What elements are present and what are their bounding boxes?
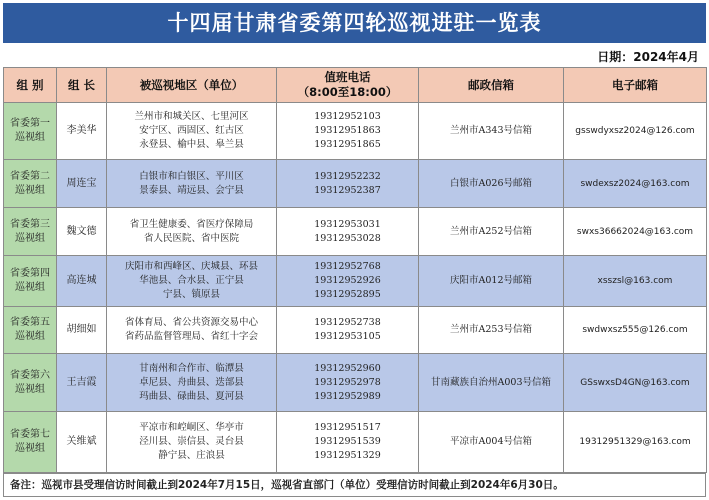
phone-number: 19312953105 — [314, 331, 381, 342]
phone-cell — [277, 208, 419, 256]
group-cell — [4, 412, 57, 473]
header-area: 被巡视地区（单位） — [107, 68, 277, 103]
postbox-cell: 白银市A026号邮箱 — [419, 160, 564, 208]
email-cell: swdwxsz555@126.com — [564, 307, 707, 354]
group-name-line: 省委第三 — [10, 218, 50, 230]
phone-number: 19312951517 — [314, 422, 381, 433]
group-name-line: 巡视组 — [15, 383, 45, 395]
table-row — [4, 160, 707, 208]
phone-number: 19312953028 — [314, 232, 381, 244]
area-cell — [107, 354, 277, 412]
phone-number: 19312952960 — [314, 362, 381, 374]
phone-number: 19312952387 — [314, 184, 381, 196]
phone-cell — [277, 354, 419, 412]
group-name-line: 省委第五 — [10, 317, 50, 328]
postbox-cell: 兰州市A252号信箱 — [419, 208, 564, 256]
area-line: 卓尼县、舟曲县、迭部县 — [139, 376, 244, 388]
area-line: 静宁县、庄浪县 — [158, 450, 225, 461]
header-group: 组 别 — [4, 68, 57, 103]
area-cell — [107, 256, 277, 307]
area-line: 永登县、榆中县、皋兰县 — [139, 139, 244, 150]
header-phone-line1: 值班电话 — [324, 70, 371, 84]
table-body — [4, 103, 707, 473]
area-line: 省体育局、省公共资源交易中心 — [124, 317, 258, 328]
email-cell: swdexsz2024@163.com — [564, 160, 707, 208]
inspection-table — [3, 67, 707, 473]
area-cell — [107, 208, 277, 256]
table-row — [4, 354, 707, 412]
phone-cell — [277, 103, 419, 160]
phone-number: 19312952768 — [314, 261, 381, 272]
group-name-line: 省委第二 — [10, 170, 50, 182]
group-name-line: 省委第六 — [10, 369, 50, 381]
phone-number: 19312951863 — [314, 125, 381, 136]
phone-number: 19312952103 — [314, 111, 381, 122]
group-name-line: 省委第一 — [10, 118, 50, 129]
area-line: 宁县、镇原县 — [162, 289, 220, 300]
phone-number: 19312951329 — [314, 450, 381, 461]
area-cell — [107, 103, 277, 160]
group-name-line: 巡视组 — [15, 282, 45, 293]
header-row — [4, 68, 707, 103]
leader-cell: 胡细如 — [57, 307, 107, 354]
area-line: 省卫生健康委、省医疗保障局 — [129, 218, 254, 230]
phone-number: 19312952989 — [314, 390, 381, 402]
group-cell — [4, 103, 57, 160]
leader-cell: 王吉霞 — [57, 354, 107, 412]
phone-cell — [277, 412, 419, 473]
area-line: 省人民医院、省中医院 — [143, 232, 239, 244]
group-name-line: 巡视组 — [15, 331, 45, 342]
area-line: 甘南州和合作市、临潭县 — [139, 362, 244, 374]
postbox-cell: 兰州市A253号信箱 — [419, 307, 564, 354]
group-cell — [4, 160, 57, 208]
footnote: 备注：巡视市县受理信访时间截止到2024年7月15日，巡视省直部门（单位）受理信访时间截止到2024年6月30日。 — [3, 473, 706, 497]
phone-cell — [277, 160, 419, 208]
email-cell: xsszsl@163.com — [564, 256, 707, 307]
area-line: 景泰县、靖远县、会宁县 — [139, 184, 244, 196]
postbox-cell: 甘南藏族自治州A003号信箱 — [419, 354, 564, 412]
date-label: 日期：2024年4月 — [597, 50, 699, 64]
email-cell: 19312951329@163.com — [564, 412, 707, 473]
group-cell — [4, 256, 57, 307]
group-cell — [4, 354, 57, 412]
area-line: 华池县、合水县、正宁县 — [139, 275, 244, 286]
phone-number: 19312951865 — [314, 139, 381, 150]
group-name-line: 巡视组 — [15, 443, 45, 454]
area-line: 平凉市和崆峒区、华亭市 — [139, 422, 244, 433]
phone-number: 19312952232 — [314, 170, 381, 182]
table-row — [4, 208, 707, 256]
group-name-line: 巡视组 — [15, 184, 45, 196]
phone-number: 19312953031 — [314, 218, 381, 230]
group-name-line: 巡视组 — [15, 232, 45, 244]
leader-cell: 关维斌 — [57, 412, 107, 473]
area-line: 省药品监督管理局、省红十字会 — [124, 331, 258, 342]
group-name-line: 巡视组 — [15, 132, 45, 143]
area-line: 兰州市和城关区、七里河区 — [134, 111, 249, 122]
area-line: 庆阳市和西峰区、庆城县、环县 — [124, 261, 258, 272]
email-cell: gsswdyxsz2024@126.com — [564, 103, 707, 160]
group-name-line: 省委第四 — [10, 268, 50, 279]
email-cell: swxs36662024@163.com — [564, 208, 707, 256]
area-line: 白银市和白银区、平川区 — [139, 170, 244, 182]
postbox-cell: 庆阳市A012号邮箱 — [419, 256, 564, 307]
phone-number: 19312952738 — [314, 317, 381, 328]
table-row — [4, 103, 707, 160]
phone-number: 19312952926 — [314, 275, 381, 286]
phone-cell — [277, 256, 419, 307]
table-row — [4, 412, 707, 473]
header-postbox: 邮政信箱 — [419, 68, 564, 103]
table-row — [4, 256, 707, 307]
area-cell — [107, 160, 277, 208]
leader-cell: 李美华 — [57, 103, 107, 160]
phone-cell — [277, 307, 419, 354]
area-cell — [107, 307, 277, 354]
phone-number: 19312951539 — [314, 436, 381, 447]
table-row — [4, 307, 707, 354]
header-phone — [277, 68, 419, 103]
group-cell — [4, 208, 57, 256]
page-title: 十四届甘肃省委第四轮巡视进驻一览表 — [3, 3, 706, 43]
group-cell — [4, 307, 57, 354]
postbox-cell: 平凉市A004号信箱 — [419, 412, 564, 473]
area-line: 玛曲县、碌曲县、夏河县 — [139, 390, 244, 402]
area-cell — [107, 412, 277, 473]
area-line: 泾川县、崇信县、灵台县 — [139, 436, 244, 447]
leader-cell: 高连城 — [57, 256, 107, 307]
header-email: 电子邮箱 — [564, 68, 707, 103]
leader-cell: 魏文德 — [57, 208, 107, 256]
header-phone-line2: （8:00至18:00） — [297, 85, 398, 99]
email-cell: GSswxsD4GN@163.com — [564, 354, 707, 412]
area-line: 安宁区、西固区、红古区 — [139, 125, 244, 136]
postbox-cell: 兰州市A343号信箱 — [419, 103, 564, 160]
header-leader: 组 长 — [57, 68, 107, 103]
group-name-line: 省委第七 — [10, 429, 50, 440]
phone-number: 19312952895 — [314, 289, 381, 300]
phone-number: 19312952978 — [314, 376, 381, 388]
leader-cell: 周连宝 — [57, 160, 107, 208]
